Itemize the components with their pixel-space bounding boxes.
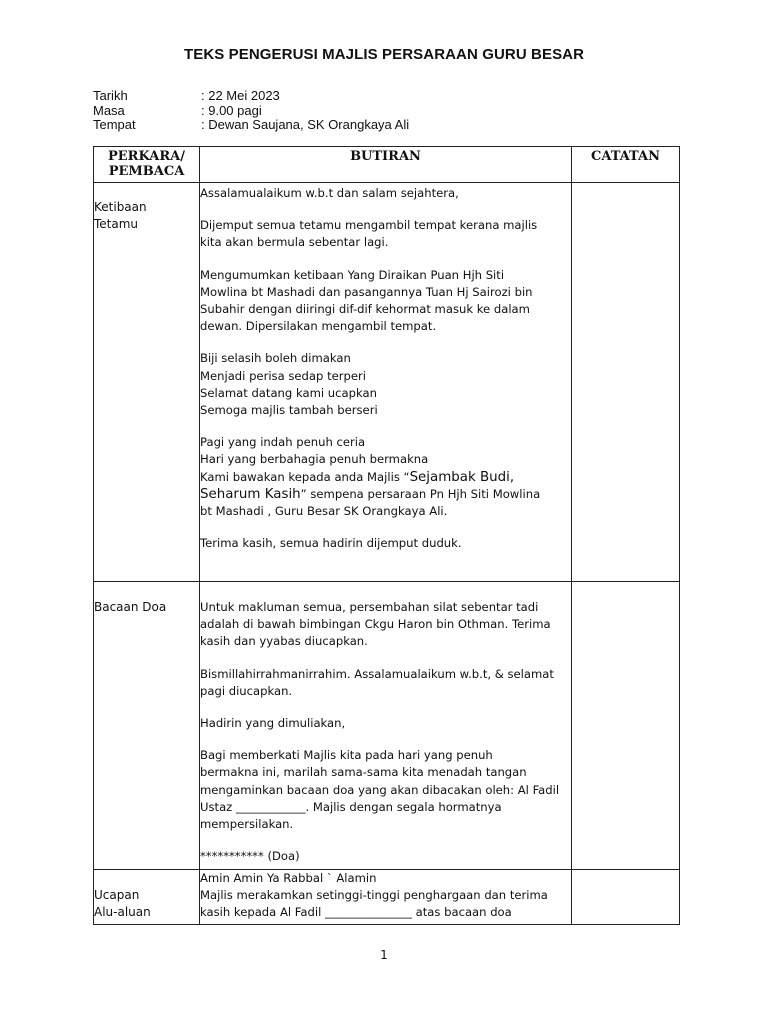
- meta-row-date: [93, 89, 409, 104]
- text-line: [200, 469, 571, 486]
- row-butiran: [200, 870, 572, 925]
- row-perkara: [94, 582, 200, 870]
- header-catatan: CATATAN: [572, 147, 680, 183]
- text-fragment: Kami bawakan kepada anda Majlis “: [200, 469, 410, 484]
- header-perkara-line1: PERKARA/: [108, 149, 185, 164]
- meta-label: Masa: [93, 102, 125, 118]
- table-row: [94, 183, 680, 582]
- text-line: Assalamualaikum w.b.t dan salam sejahtera,: [200, 186, 459, 200]
- pantun-line: Semoga majlis tambah berseri: [200, 403, 378, 418]
- pantun-line: Menjadi perisa sedap terperi: [200, 368, 366, 383]
- row-catatan: [572, 870, 680, 925]
- perkara-line: Alu-aluan: [94, 905, 151, 919]
- meta-value: : 9.00 pagi: [201, 102, 262, 118]
- row-perkara: [94, 870, 200, 925]
- meta-row-time: [93, 104, 409, 119]
- text-line: Majlis merakamkan setinggi-tinggi penghargaan dan terima: [200, 888, 548, 903]
- text-line: Bagi memberkati Majlis kita pada hari yang penuh: [200, 748, 493, 763]
- text-line: Pagi yang indah penuh ceria: [200, 435, 366, 450]
- header-perkara-line2: PEMBACA: [108, 164, 185, 179]
- meta-label: Tempat: [93, 117, 136, 132]
- row-catatan: [572, 582, 680, 870]
- table-header-row: [94, 147, 680, 183]
- text-line: Untuk makluman semua, persembahan silat sebentar tadi: [200, 600, 539, 614]
- meta-value: : 22 Mei 2023: [201, 88, 280, 103]
- meta-label: Tarikh: [93, 88, 128, 103]
- text-line: Mengumumkan ketibaan Yang Diraikan Puan Hjh Siti: [200, 267, 505, 282]
- meta-row-venue: [93, 118, 409, 133]
- text-line: Terima kasih, semua hadirin dijemput duduk.: [200, 536, 462, 551]
- event-name-part2: Seharum Kasih: [200, 486, 301, 502]
- text-line: bt Mashadi , Guru Besar SK Orangkaya Ali.: [200, 504, 448, 519]
- text-fragment: ” sempena persaraan Pn Hjh Siti Mowlina: [300, 486, 541, 501]
- text-line: kasih kepada Al Fadil _______________ atas bacaan doa: [200, 905, 512, 920]
- header-butiran: BUTIRAN: [200, 147, 572, 183]
- pantun-line: Selamat datang kami ucapkan: [200, 385, 377, 400]
- table-row: [94, 870, 680, 925]
- text-line: Dijemput semua tetamu mengambil tempat kerana majlis: [200, 218, 538, 233]
- event-name-part1: Sejambak Budi,: [409, 469, 515, 485]
- text-line: Bismillahirrahmanirrahim. Assalamualaikum w.b.t, & selamat: [200, 666, 554, 681]
- table-row: [94, 582, 680, 870]
- text-line: mengaminkan bacaan doa yang akan dibacakan oleh: Al Fadil: [200, 782, 560, 797]
- text-line: dewan. Dipersilakan mengambil tempat.: [200, 319, 437, 334]
- text-line: Hari yang berbahagia penuh bermakna: [200, 452, 429, 467]
- text-line: kita akan bermula sebentar lagi.: [200, 235, 389, 250]
- text-line: mempersilakan.: [200, 817, 294, 832]
- row-butiran: [200, 183, 572, 582]
- perkara-line: Tetamu: [94, 217, 139, 231]
- text-line: Mowlina bt Mashadi dan pasangannya Tuan Hj Sairozi bin: [200, 284, 533, 299]
- text-line: adalah di bawah bimbingan Ckgu Haron bin Othman. Terima: [200, 617, 551, 632]
- header-perkara: [94, 147, 200, 183]
- pantun-line: Biji selasih boleh dimakan: [200, 351, 351, 366]
- text-line: Hadirin yang dimuliakan,: [200, 716, 346, 731]
- page-title: TEKS PENGERUSI MAJLIS PERSARAAN GURU BESAR: [183, 46, 585, 63]
- perkara-line: Ketibaan: [94, 200, 147, 214]
- text-line: Subahir dengan diiringi dif-dif kehormat masuk ke dalam: [200, 302, 530, 317]
- row-perkara: [94, 183, 200, 582]
- perkara-line: Bacaan Doa: [94, 600, 167, 614]
- text-line: Ustaz ____________. Majlis dengan segala hormatnya: [200, 799, 502, 814]
- row-catatan: [572, 183, 680, 582]
- text-line: pagi diucapkan.: [200, 683, 293, 698]
- text-line: kasih dan yyabas diucapkan.: [200, 634, 368, 649]
- text-line: [200, 486, 571, 503]
- agenda-table: [93, 146, 680, 925]
- text-line: *********** (Doa): [200, 849, 300, 864]
- page-number: 1: [380, 948, 388, 962]
- event-details: [93, 89, 409, 133]
- text-line: Amin Amin Ya Rabbal ` Alamin: [200, 871, 377, 885]
- row-butiran: [200, 582, 572, 870]
- perkara-line: Ucapan: [94, 888, 140, 902]
- text-line: bermakna ini, marilah sama-sama kita menadah tangan: [200, 765, 527, 780]
- meta-value: : Dewan Saujana, SK Orangkaya Ali: [201, 117, 410, 132]
